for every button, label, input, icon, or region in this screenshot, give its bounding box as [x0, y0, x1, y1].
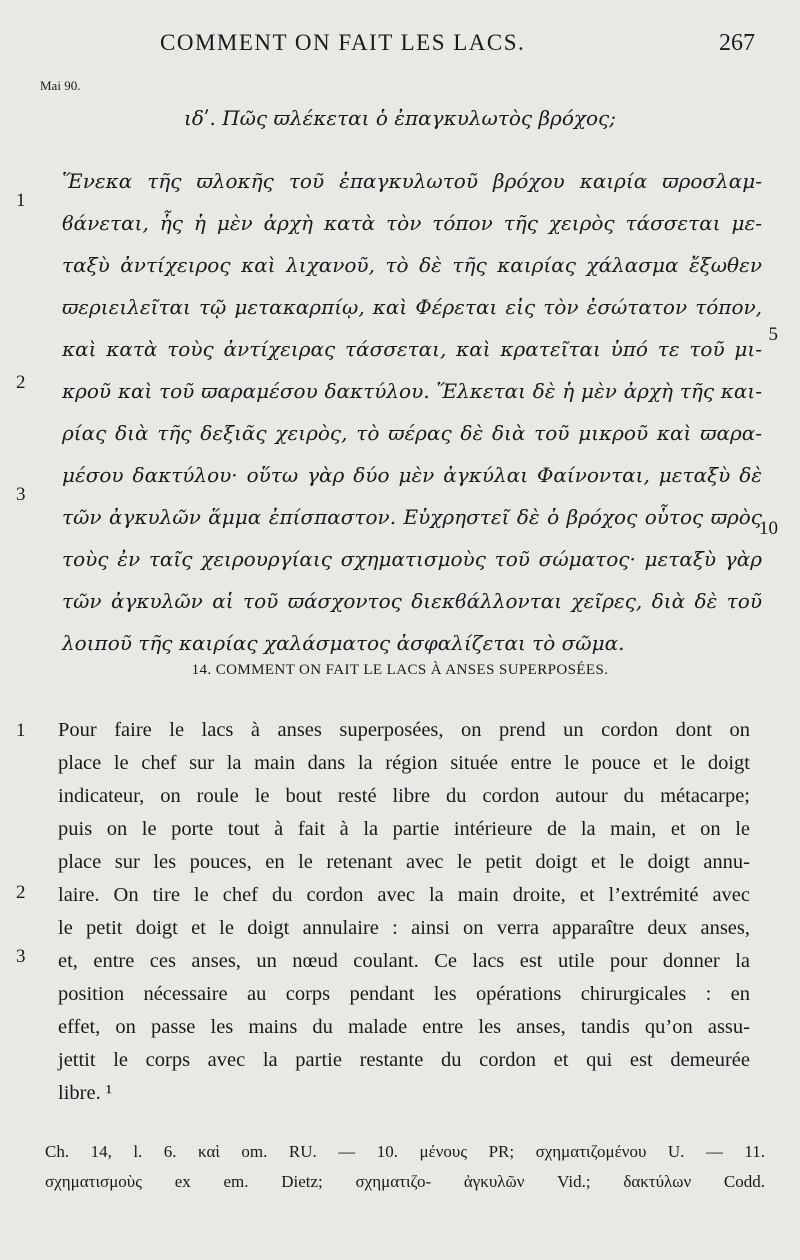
french-margin-number: 2: [16, 882, 26, 903]
greek-line: κροῦ καὶ τοῦ ϖαραμέσου δακτύλου. Ἕλκεται δὲ ἡ μὲν ἀρχὴ τῆς και-: [62, 379, 762, 403]
greek-margin-number: 3: [16, 484, 26, 505]
french-text-block: [58, 714, 750, 1110]
french-line: le petit doigt et le doigt annulaire : ainsi on verra apparaître deux anses,: [58, 917, 750, 939]
french-section-heading: 14. COMMENT ON FAIT LE LACS À ANSES SUPERPOSÉES.: [191, 662, 609, 678]
french-line: jettit le corps avec la partie restante du cordon et qui est demeurée: [58, 1049, 750, 1071]
page-number: 267: [719, 30, 755, 56]
greek-line: λοιποῦ τῆς καιρίας χαλάσματος ἀσφαλίζεται τὸ σῶμα.: [62, 631, 625, 655]
running-head: [0, 24, 800, 64]
french-line: Pour faire le lacs à anses superposées, on prend un cordon dont on: [58, 719, 750, 741]
greek-line: Ἕνεκα τῆς ϖλοκῆς τοῦ ἐπαγκυλωτοῦ βρόχου καιρία ϖροσλαμ-: [62, 169, 762, 193]
french-line: laire. On tire le chef du cordon avec la main droite, et l’extrémité avec: [58, 884, 750, 906]
french-line: et, entre ces anses, un nœud coulant. Ce lacs est utile pour donner la: [58, 950, 750, 972]
greek-margin-number: 2: [16, 372, 26, 393]
greek-line: μέσου δακτύλου· οὕτω γὰρ δύο μὲν ἀγκύλαι Φαίνονται, μεταξὺ δὲ: [62, 463, 762, 487]
greek-line: ϖεριειλεῖται τῷ μετακαρπίῳ, καὶ Φέρεται εἰς τὸν ἐσώτατον τόπον,: [62, 295, 762, 319]
greek-line: τῶν ἀγκυλῶν ἅμμα ἐπίσπαστον. Εὐχρηστεῖ δὲ ὁ βρόχος οὗτος ϖρὸς: [62, 505, 762, 529]
greek-text-block: [62, 160, 762, 664]
greek-line: τῶν ἀγκυλῶν αἱ τοῦ ϖάσχοντος διεκϐάλλονται χεῖρες, διὰ δὲ τοῦ: [62, 589, 762, 613]
footnotes: [45, 1137, 765, 1197]
french-line: puis on le porte tout à fait à la partie intérieure de la main, et on le: [58, 818, 750, 840]
french-line: effet, on passe les mains du malade entre les anses, tandis qu’on assu-: [58, 1016, 750, 1038]
line-number: 10: [759, 518, 778, 539]
greek-line: τοὺς ἐν ταῖς χειρουργίαις σχηματισμοὺς τοῦ σώματος· μεταξὺ γὰρ: [62, 547, 762, 571]
french-margin-number: 3: [16, 946, 26, 967]
french-line: libre. ¹: [58, 1082, 112, 1104]
french-line: indicateur, on roule le bout resté libre du cordon autour du métacarpe;: [58, 785, 750, 807]
greek-margin-number: 1: [16, 190, 26, 211]
footnote-line: Ch. 14, l. 6. καὶ om. RU. — 10. μένους PR; σχηματιζομένου U. — 11.: [45, 1142, 765, 1161]
footnote-line: σχηματισμοὺς ex em. Dietz; σχηματιζο- ἀγκυλῶν Vid.; δακτύλων Codd.: [45, 1172, 765, 1191]
greek-line: καὶ κατὰ τοὺς ἀντίχειρας τάσσεται, καὶ κρατεῖται ὑπό τε τοῦ μι-: [62, 337, 762, 361]
french-line: place le chef sur la main dans la région située entre le pouce et le doigt: [58, 752, 750, 774]
line-number: 5: [768, 324, 778, 345]
french-line: place sur les pouces, en le retenant avec le petit doigt et le doigt annu-: [58, 851, 750, 873]
french-line: position nécessaire au corps pendant les opérations chirurgicales : en: [58, 983, 750, 1005]
french-margin-number: 1: [16, 720, 26, 741]
greek-line: ϐάνεται, ἧς ἡ μὲν ἀρχὴ κατὰ τὸν τόπον τῆς χειρὸς τάσσεται με-: [62, 211, 762, 235]
greek-chapter-heading: ιδʹ. Πῶς ϖλέκεται ὁ ἐπαγκυλωτὸς βρόχος;: [184, 106, 616, 130]
running-title: COMMENT ON FAIT LES LACS.: [160, 30, 526, 55]
greek-line: ρίας διὰ τῆς δεξιᾶς χειρὸς, τὸ ϖέρας δὲ διὰ τοῦ μικροῦ καὶ ϖαρα-: [62, 421, 762, 445]
date-note: Mai 90.: [40, 78, 81, 93]
greek-line: ταξὺ ἀντίχειρος καὶ λιχανοῦ, τὸ δὲ τῆς καιρίας χάλασμα ἔξωθεν: [62, 253, 762, 277]
